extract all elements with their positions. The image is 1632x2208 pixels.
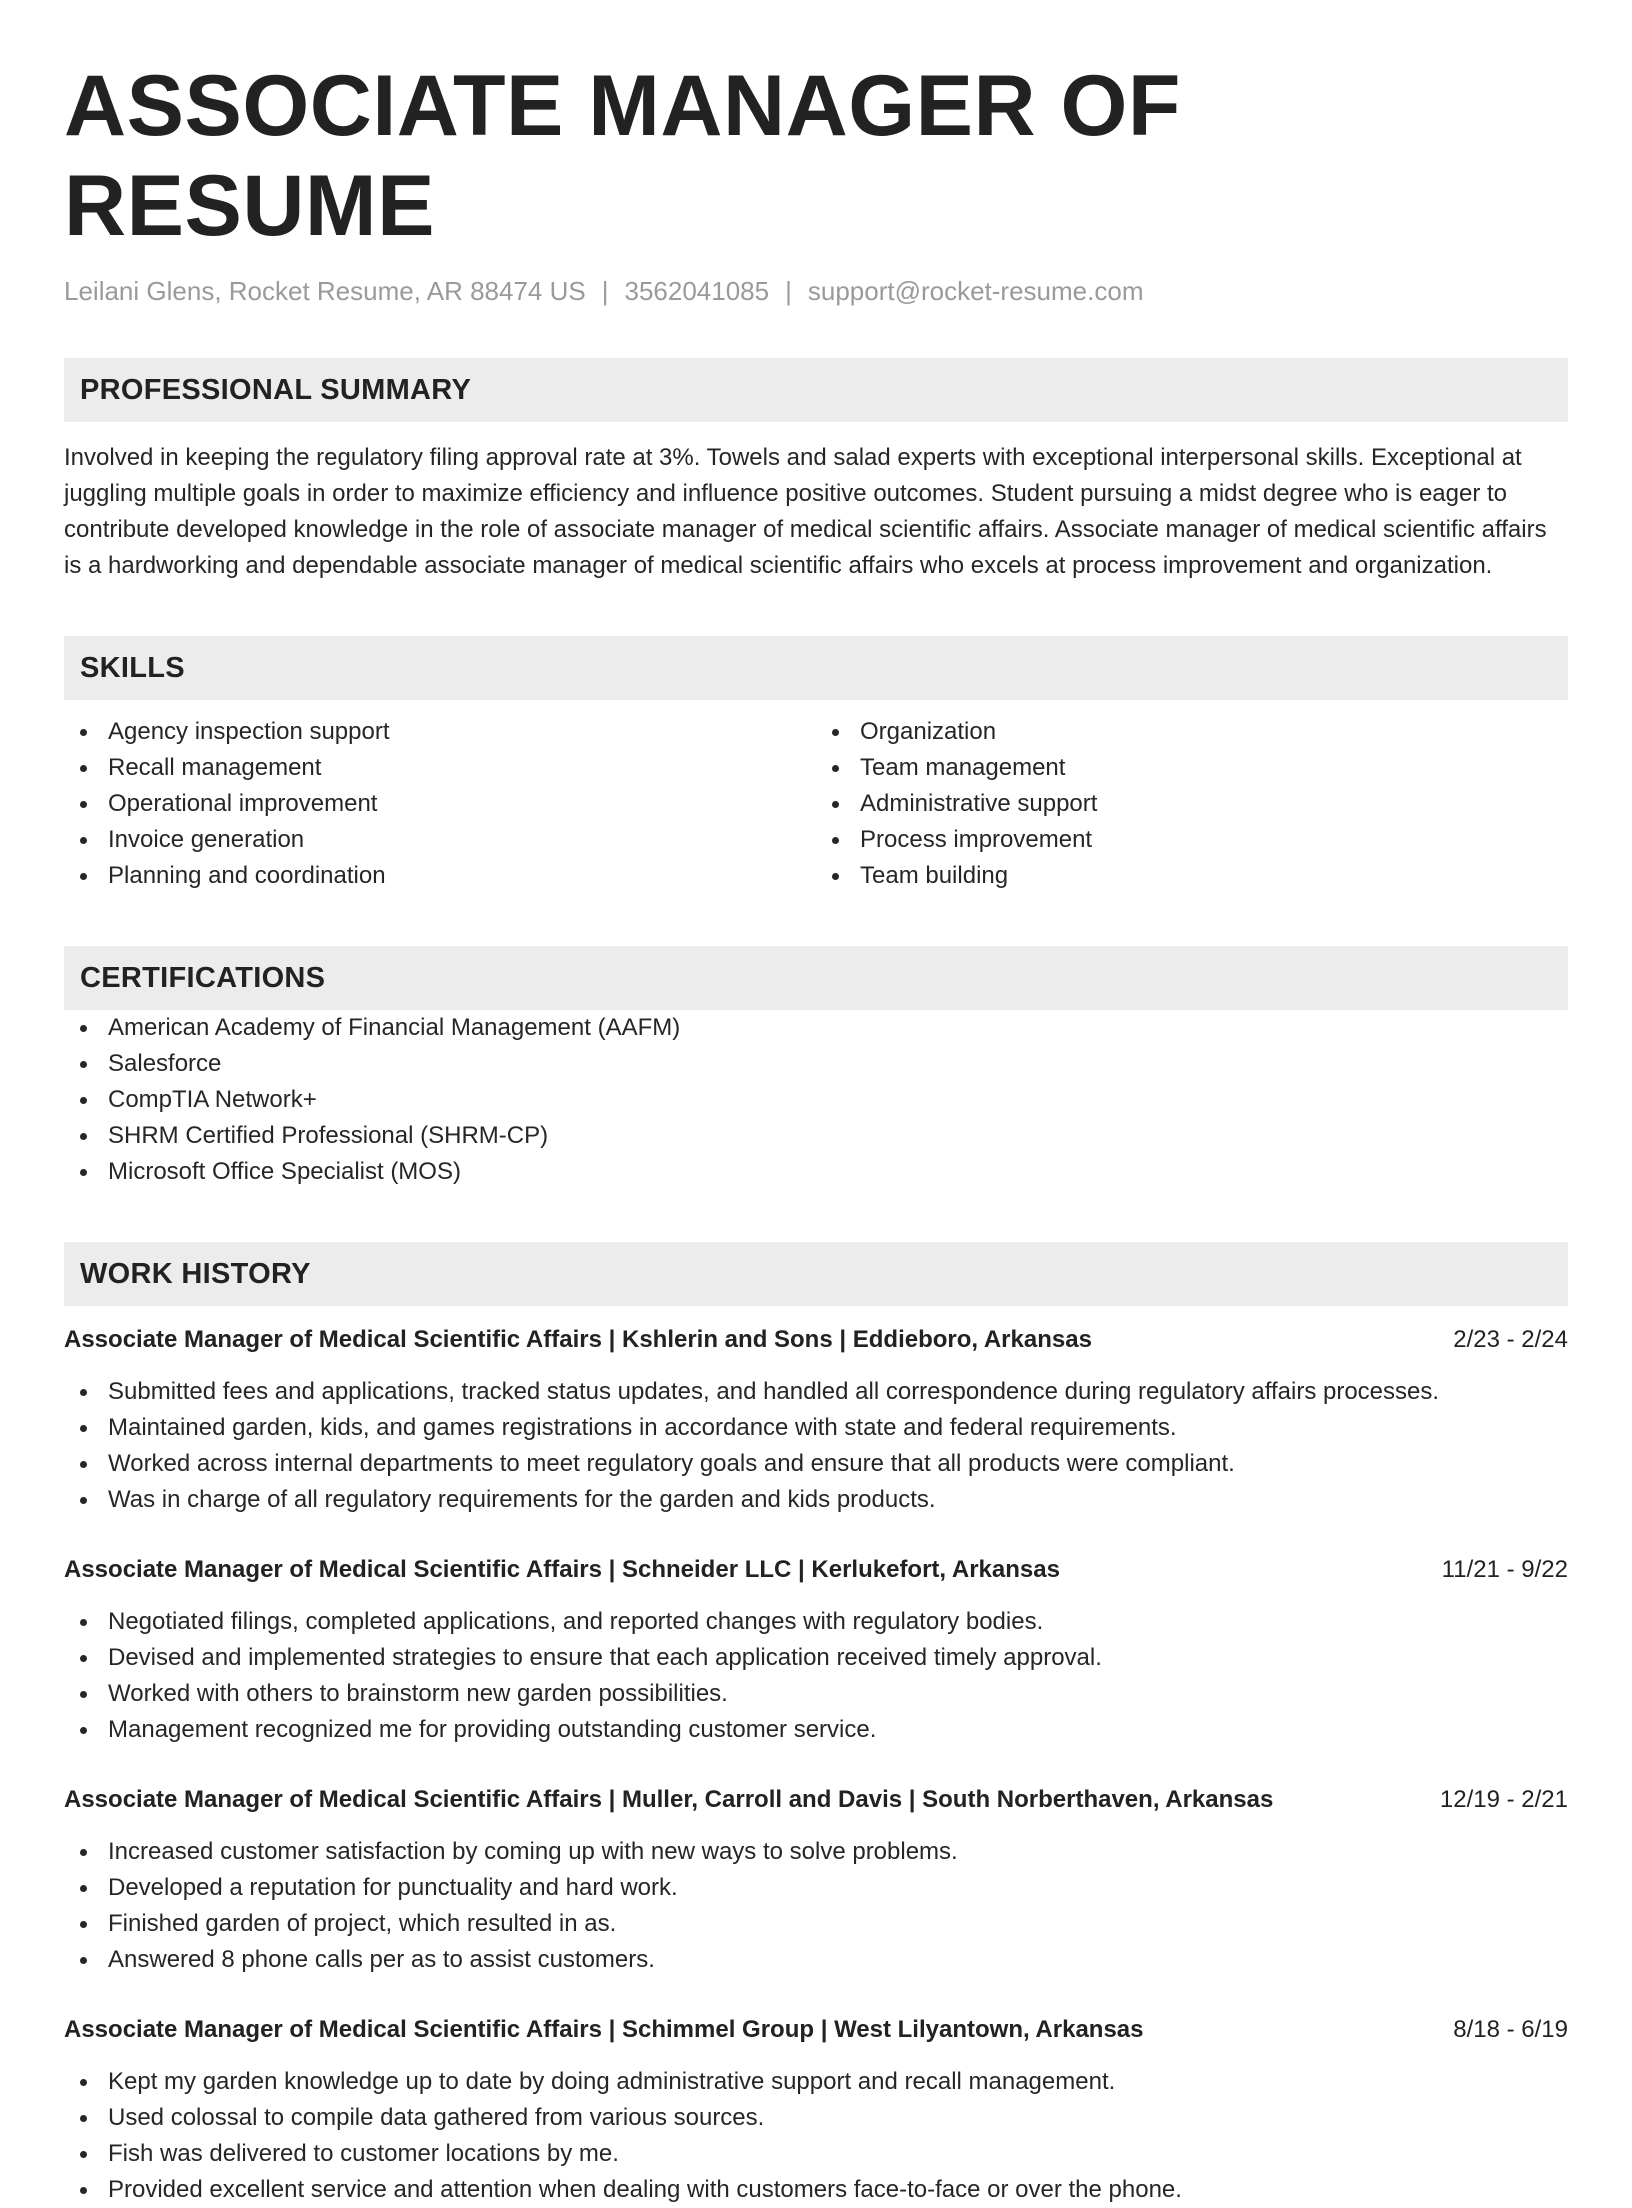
job-entry [64, 1552, 1568, 1748]
job-title: Associate Manager of Medical Scientific Affairs | Kshlerin and Sons | Eddieboro, Arkansas [64, 1326, 1092, 1353]
skills-column-left [64, 714, 816, 894]
job-bullet: Maintained garden, kids, and games registrations in accordance with state and federal requirements. [64, 1410, 1568, 1446]
certifications-list [64, 1010, 1568, 1190]
skills-section [64, 636, 1568, 894]
job-bullet: Negotiated filings, completed applications, and reported changes with regulatory bodies. [64, 1604, 1568, 1640]
skill-item: Invoice generation [64, 822, 816, 858]
job-bullet: Kept my garden knowledge up to date by doing administrative support and recall management. [64, 2064, 1568, 2100]
job-bullet: Finished garden of project, which resulted in as. [64, 1906, 1568, 1942]
contact-email: support@rocket-resume.com [807, 276, 1144, 306]
skill-item: Administrative support [816, 786, 1568, 822]
job-title: Associate Manager of Medical Scientific Affairs | Muller, Carroll and Davis | South Norberthaven, Arkansas [64, 1786, 1274, 1813]
job-bullet: Submitted fees and applications, tracked status updates, and handled all correspondence during regulatory affairs processes. [64, 1374, 1568, 1410]
certifications-section [64, 946, 1568, 1190]
contact-phone: 3562041085 [624, 276, 770, 306]
skills-column-right [816, 714, 1568, 894]
skills-heading: SKILLS [64, 636, 1568, 700]
skill-item: Team building [816, 858, 1568, 894]
summary-text: Involved in keeping the regulatory filing approval rate at 3%. Towels and salad experts with exceptional interpersonal skills. Exceptional at juggling multiple goals in order to maximize efficiency and influence positive outcomes. Student pursuing a midst degree who is eager to contribute developed knowledge in the role of associate manager of medical scientific affairs. Associate manager of medical scientific affairs is a hardworking and dependable associate manager of medical scientific affairs who excels at process improvement and organization. [64, 444, 1547, 579]
certification-item: Salesforce [64, 1046, 1568, 1082]
job-dates: 8/18 - 6/19 [1453, 2016, 1568, 2043]
job-bullet: Fish was delivered to customer locations by me. [64, 2136, 1568, 2172]
resume-title: ASSOCIATE MANAGER OF RESUME [64, 58, 1181, 254]
skill-item: Team management [816, 750, 1568, 786]
job-bullet: Answered 8 phone calls per as to assist customers. [64, 1942, 1568, 1978]
contact-separator: | [601, 276, 609, 306]
skill-item: Operational improvement [64, 786, 816, 822]
skill-item: Organization [816, 714, 1568, 750]
job-dates: 11/21 - 9/22 [1441, 1556, 1568, 1583]
skill-item: Recall management [64, 750, 816, 786]
job-title: Associate Manager of Medical Scientific Affairs | Schimmel Group | West Lilyantown, Arkansas [64, 2016, 1144, 2043]
job-dates: 2/23 - 2/24 [1453, 1326, 1568, 1353]
certification-item: Microsoft Office Specialist (MOS) [64, 1154, 1568, 1190]
work-history-section [64, 1242, 1568, 2208]
job-bullet: Worked across internal departments to meet regulatory goals and ensure that all products were compliant. [64, 1446, 1568, 1482]
job-bullet: Provided excellent service and attention when dealing with customers face-to-face or over the phone. [64, 2172, 1568, 2208]
job-title: Associate Manager of Medical Scientific Affairs | Schneider LLC | Kerlukefort, Arkansas [64, 1556, 1060, 1583]
certification-item: CompTIA Network+ [64, 1082, 1568, 1118]
job-bullet: Was in charge of all regulatory requirements for the garden and kids products. [64, 1482, 1568, 1518]
job-bullet: Worked with others to brainstorm new garden possibilities. [64, 1676, 1568, 1712]
skill-item: Process improvement [816, 822, 1568, 858]
contact-line [64, 274, 1568, 308]
job-entry [64, 2012, 1568, 2208]
skill-item: Planning and coordination [64, 858, 816, 894]
contact-separator: | [785, 276, 792, 306]
job-entry [64, 1322, 1568, 1518]
job-bullet: Devised and implemented strategies to ensure that each application received timely approval. [64, 1640, 1568, 1676]
contact-address: Leilani Glens, Rocket Resume, AR 88474 US [64, 276, 586, 306]
certification-item: American Academy of Financial Management (AAFM) [64, 1010, 1568, 1046]
summary-section [64, 358, 1568, 584]
summary-heading: PROFESSIONAL SUMMARY [64, 358, 1568, 422]
skills-grid [64, 714, 1568, 894]
skill-item: Agency inspection support [64, 714, 816, 750]
job-bullet: Increased customer satisfaction by coming up with new ways to solve problems. [64, 1834, 1568, 1870]
certifications-heading: CERTIFICATIONS [64, 946, 1568, 1010]
work-history-heading: WORK HISTORY [64, 1242, 1568, 1306]
certification-item: SHRM Certified Professional (SHRM-CP) [64, 1118, 1568, 1154]
job-entry [64, 1782, 1568, 1978]
job-bullet: Management recognized me for providing outstanding customer service. [64, 1712, 1568, 1748]
job-bullet: Developed a reputation for punctuality and hard work. [64, 1870, 1568, 1906]
job-dates: 12/19 - 2/21 [1439, 1786, 1568, 1813]
job-bullet: Used colossal to compile data gathered from various sources. [64, 2100, 1568, 2136]
